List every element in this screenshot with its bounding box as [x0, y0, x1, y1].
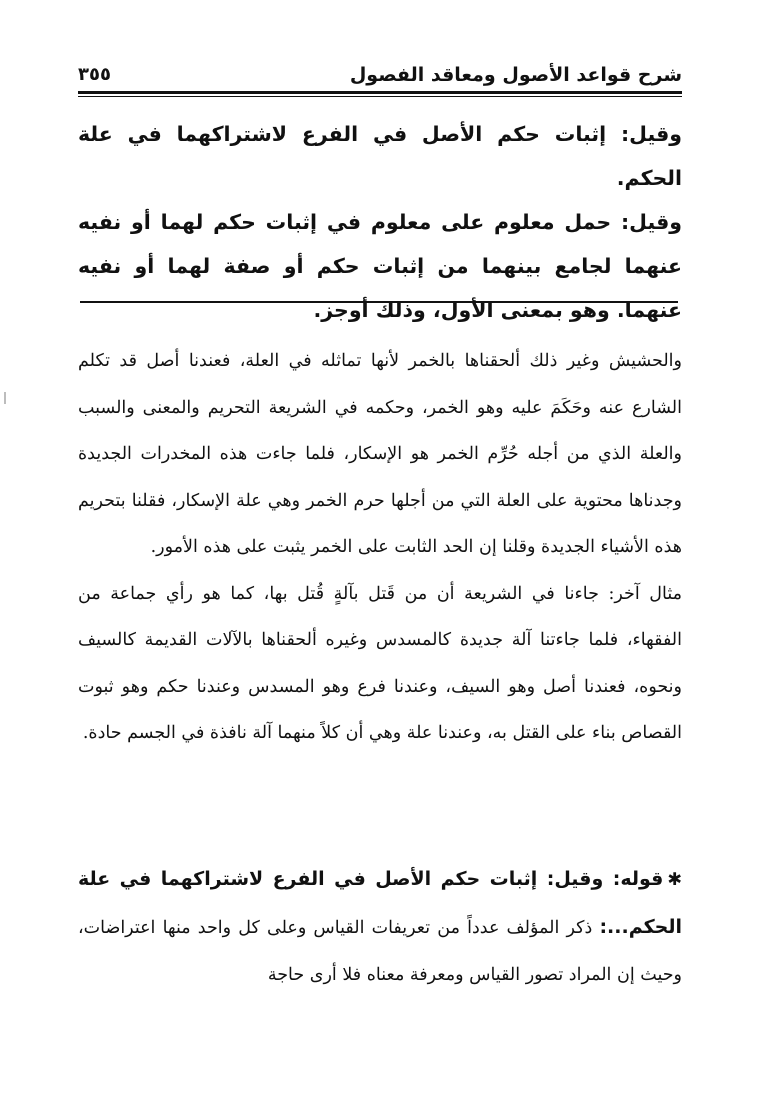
- header-rule-thin: [78, 96, 682, 97]
- commentary-paragraph: مثال آخر: جاءنا في الشريعة أن من قَتل بآلةٍ قُتل بها، كما هو رأي جماعة من الفقهاء، فلما جاءتنا آلة جديدة كالمسدس وغيره ألحقناها بالآلات القديمة كالسيف ونحوه، فعندنا أصل وهو السيف، وعندنا فرع وهو المسدس وعندنا حكم وهو ثبوت القصاص بناء على القتل به، وعندنا علة وهي أن كلاً منهما آلة نافذة في الجسم حادة.: [78, 583, 682, 743]
- page-number: ٣٥٥: [78, 64, 111, 85]
- quoted-statement-rest: ذكر المؤلف عدداً من تعريفات القياس وعلى كل واحد منها اعتراضات، وحيث إن المراد تصور القياس ومعرفة معناه فلا أرى حاجة: [78, 918, 682, 985]
- section-divider: [80, 301, 678, 303]
- quoted-statement-text: [78, 856, 682, 999]
- margin-mark: [4, 392, 6, 404]
- quoted-statement-paragraph: [78, 856, 682, 999]
- commentary-paragraph: والحشيش وغير ذلك ألحقناها بالخمر لأنها تماثله في العلة، فعندنا أصل قد تكلم الشارع عنه وحَكَمَ عليه وهو الخمر، وحكمه في الشريعة التحريم والمعنى والسبب والعلة الذي من أجله حُرِّم الخمر هو الإسكار، فلما جاءت هذه المخدرات الجديدة وجدناها محتوية على العلة التي من أجلها حرم الخمر وهي علة الإسكار، فقلنا بتحريم هذه الأشياء الجديدة وقلنا إن الحد الثابت على الخمر يثبت على هذه الأمور.: [78, 351, 682, 557]
- page-header: [78, 58, 682, 88]
- matn-paragraph: وقيل: حمل معلوم على معلوم في إثبات حكم لهما أو نفيه عنهما لجامع بينهما من إثبات حكم أو صفة لهما أو نفيه عنهما. وهو بمعنى الأول، وذلك أوجز.: [78, 210, 682, 322]
- matn-paragraph: وقيل: إثبات حكم الأصل في الفرع لاشتراكهما في علة الحكم.: [78, 122, 682, 190]
- running-title: شرح قواعد الأصول ومعاقد الفصول: [349, 64, 682, 86]
- asterisk-icon: ✱: [667, 870, 682, 890]
- matn-text-block: [78, 112, 682, 332]
- quoted-statement-lead: قوله: وقيل: إثبات حكم الأصل في الفرع لاشتراكهما في علة الحكم...:: [78, 868, 682, 938]
- header-rule: [78, 91, 682, 94]
- commentary-text-block: [78, 338, 682, 757]
